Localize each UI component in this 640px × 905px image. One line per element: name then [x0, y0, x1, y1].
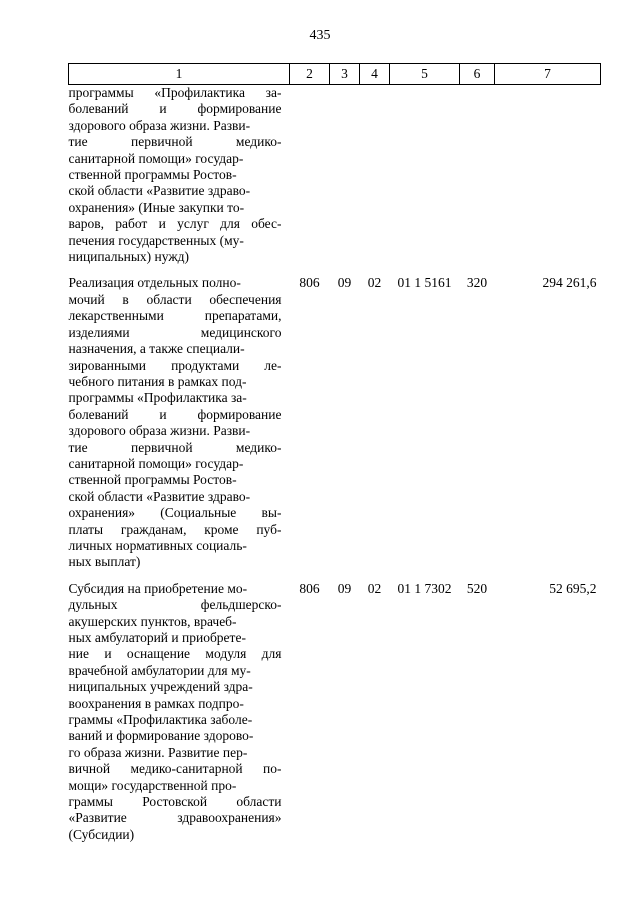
description-line: го образа жизни. Развитие пер- — [68, 744, 248, 760]
column-header-6: 6 — [460, 64, 495, 85]
row-description — [69, 275, 290, 580]
cell-subsection: 02 — [367, 275, 382, 291]
description-line: мощи» государственной про- — [68, 777, 237, 793]
cell-section: 09 — [337, 580, 352, 596]
description-line: ской области «Развитие здраво- — [68, 488, 251, 504]
description-line: ниципальных) нужд) — [68, 249, 190, 265]
cell-ministry-code: 806 — [299, 275, 320, 291]
description-line: чебного питания в рамках под- — [68, 373, 247, 389]
description-line: Реализация отдельных полно- — [68, 275, 241, 291]
description-line: болеваний и формирование — [68, 101, 282, 117]
description-line: санитарной помощи» государ- — [68, 150, 244, 166]
page-number: 435 — [309, 28, 331, 43]
cell-amount — [495, 85, 601, 276]
cell-section: 09 — [337, 275, 352, 291]
description-line: ственной программы Ростов- — [68, 472, 237, 488]
description-line: граммы Ростовской области — [68, 794, 282, 810]
cell-ministry-code: 806 — [299, 580, 320, 596]
description-line: ниципальных учреждений здра- — [68, 679, 253, 695]
description-line: охранения» (Социальные вы- — [68, 505, 282, 521]
description-line: врачебной амбулатории для му- — [68, 662, 251, 678]
table-body — [69, 85, 601, 844]
table-row — [69, 581, 601, 844]
cell-ministry-code — [290, 85, 330, 276]
description-line: ных выплат) — [68, 554, 141, 570]
cell-subsection — [360, 85, 390, 276]
column-header-1: 1 — [69, 64, 290, 85]
description-line: печения государственных (му- — [68, 232, 244, 248]
cell-target-article: 01 1 7302 — [397, 580, 452, 596]
description-line: здорового образа жизни. Разви- — [68, 117, 251, 133]
description-line: программы «Профилактика за- — [68, 390, 247, 406]
column-header-3: 3 — [330, 64, 360, 85]
description-line: воохранения в рамках подпро- — [68, 695, 244, 711]
description-line: мочий в области обеспечения — [68, 291, 282, 307]
table-header — [69, 64, 601, 85]
description-line: лекарственными препаратами, — [68, 308, 282, 324]
description-line: ской области «Развитие здраво- — [68, 183, 251, 199]
cell-subsection: 02 — [367, 580, 382, 596]
description-line: дульных фельдшерско- — [68, 597, 282, 613]
cell-target-article: 01 1 5161 — [397, 275, 452, 291]
cell-expense-type: 320 — [466, 275, 488, 291]
budget-table — [68, 63, 601, 843]
row-description — [69, 581, 290, 844]
column-header-4: 4 — [360, 64, 390, 85]
description-line: вичной медико-санитарной по- — [68, 761, 282, 777]
cell-amount: 52 695,2 — [549, 580, 597, 596]
row-description — [69, 85, 290, 276]
description-line: варов, работ и услуг для обес- — [68, 216, 282, 232]
description-line: Субсидия на приобретение мо- — [68, 580, 248, 596]
description-line: граммы «Профилактика заболе- — [68, 712, 253, 728]
description-line: охранения» (Иные закупки то- — [68, 199, 245, 215]
description-line: ваний и формирование здорово- — [68, 728, 254, 744]
column-header-2: 2 — [290, 64, 330, 85]
description-line: ных амбулаторий и приобрете- — [68, 630, 246, 645]
description-line: зированными продуктами ле- — [68, 357, 282, 373]
description-line: программы «Профилактика за- — [68, 85, 282, 100]
cell-amount: 294 261,6 — [542, 275, 597, 291]
description-line: (Субсидии) — [68, 826, 135, 842]
description-line: платы гражданам, кроме пуб- — [68, 521, 282, 537]
description-line: изделиями медицинского — [68, 324, 282, 340]
column-header-5: 5 — [390, 64, 460, 85]
column-header-7: 7 — [495, 64, 601, 85]
description-line: ственной программы Ростов- — [68, 167, 237, 183]
description-line: личных нормативных социаль- — [68, 537, 247, 553]
description-line: болеваний и формирование — [68, 406, 282, 422]
cell-expense-type — [460, 85, 495, 276]
cell-target-article — [390, 85, 460, 276]
description-line: тие первичной медико- — [68, 439, 282, 455]
description-line: назначения, а также специали- — [68, 341, 245, 357]
cell-expense-type: 520 — [466, 580, 488, 596]
table-row — [69, 85, 601, 276]
header-row — [69, 64, 601, 85]
table-row — [69, 275, 601, 580]
description-line: ние и оснащение модуля для — [68, 646, 282, 662]
description-line: санитарной помощи» государ- — [68, 455, 244, 471]
description-line: тие первичной медико- — [68, 134, 282, 150]
cell-section — [330, 85, 360, 276]
description-line: акушерских пунктов, врачеб- — [68, 613, 237, 629]
description-line: «Развитие здравоохранения» — [68, 810, 282, 826]
description-line: здорового образа жизни. Разви- — [68, 423, 251, 439]
